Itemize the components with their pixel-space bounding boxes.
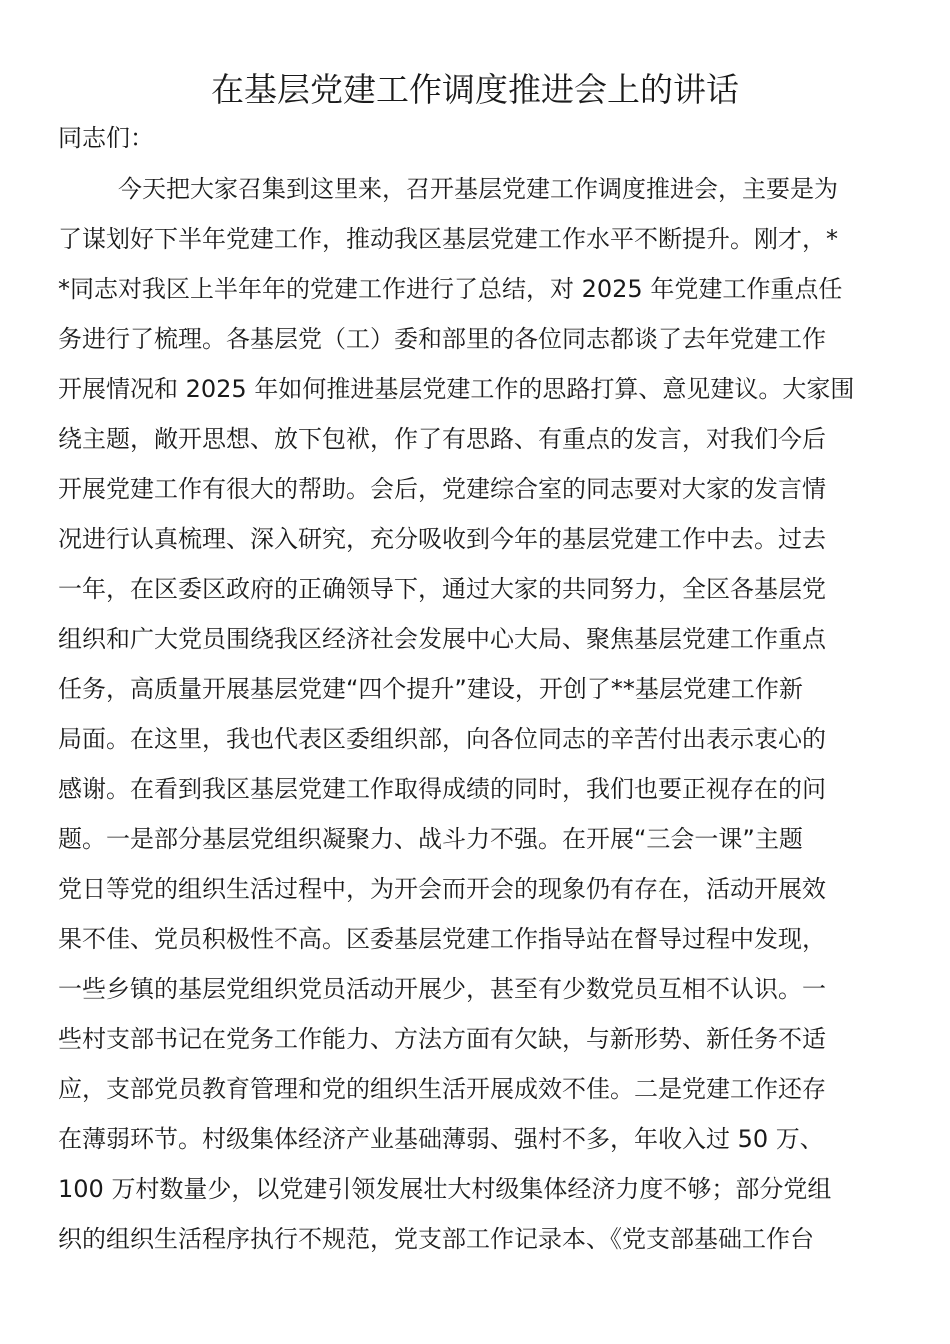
salutation: 同志们： <box>58 124 154 152</box>
text-line: 况进行认真梳理、深入研究，充分吸收到今年的基层党建工作中去。过去 <box>58 525 826 553</box>
text-line: 绕主题，敞开思想、放下包袱，作了有思路、有重点的发言，对我们今后 <box>58 425 826 453</box>
text-line: 应，支部党员教育管理和党的组织生活开展成效不佳。二是党建工作还存 <box>58 1075 826 1103</box>
text-line: 一些乡镇的基层党组织党员活动开展少，甚至有少数党员互相不认识。一 <box>58 975 826 1003</box>
text-line: 任务，高质量开展基层党建“四个提升”建设，开创了**基层党建工作新 <box>58 675 803 703</box>
text-line: 果不佳、党员积极性不高。区委基层党建工作指导站在督导过程中发现， <box>58 925 826 953</box>
text-line: 了谋划好下半年党建工作，推动我区基层党建工作水平不断提升。刚才，* <box>58 225 838 253</box>
document-title: 在基层党建工作调度推进会上的讲话 <box>211 70 739 109</box>
text-line: 一年，在区委区政府的正确领导下，通过大家的共同努力，全区各基层党 <box>58 575 826 603</box>
text-line: 些村支部书记在党务工作能力、方法方面有欠缺，与新形势、新任务不适 <box>58 1025 826 1053</box>
speech-body <box>58 164 892 1264</box>
text-line: 组织和广大党员围绕我区经济社会发展中心大局、聚焦基层党建工作重点 <box>58 625 826 653</box>
text-line: 100 万村数量少，以党建引领发展壮大村级集体经济力度不够；部分党组 <box>58 1175 832 1203</box>
text-line: 党日等党的组织生活过程中，为开会而开会的现象仍有存在，活动开展效 <box>58 875 826 903</box>
text-line: 今天把大家召集到这里来，召开基层党建工作调度推进会，主要是为 <box>118 175 838 203</box>
text-line: 开展党建工作有很大的帮助。会后，党建综合室的同志要对大家的发言情 <box>58 475 826 503</box>
text-line: 感谢。在看到我区基层党建工作取得成绩的同时，我们也要正视存在的问 <box>58 775 826 803</box>
text-line: 织的组织生活程序执行不规范，党支部工作记录本、《党支部基础工作台 <box>58 1225 814 1253</box>
text-line: 在薄弱环节。村级集体经济产业基础薄弱、强村不多，年收入过 50 万、 <box>58 1125 824 1153</box>
text-line: 开展情况和 2025 年如何推进基层党建工作的思路打算、意见建议。大家围 <box>58 375 855 403</box>
text-line: 题。一是部分基层党组织凝聚力、战斗力不强。在开展“三会一课”主题 <box>58 825 803 853</box>
text-line: 务进行了梳理。各基层党（工）委和部里的各位同志都谈了去年党建工作 <box>58 325 826 353</box>
text-line: *同志对我区上半年年的党建工作进行了总结，对 2025 年党建工作重点任 <box>58 275 843 303</box>
text-line: 局面。在这里，我也代表区委组织部，向各位同志的辛苦付出表示衷心的 <box>58 725 826 753</box>
